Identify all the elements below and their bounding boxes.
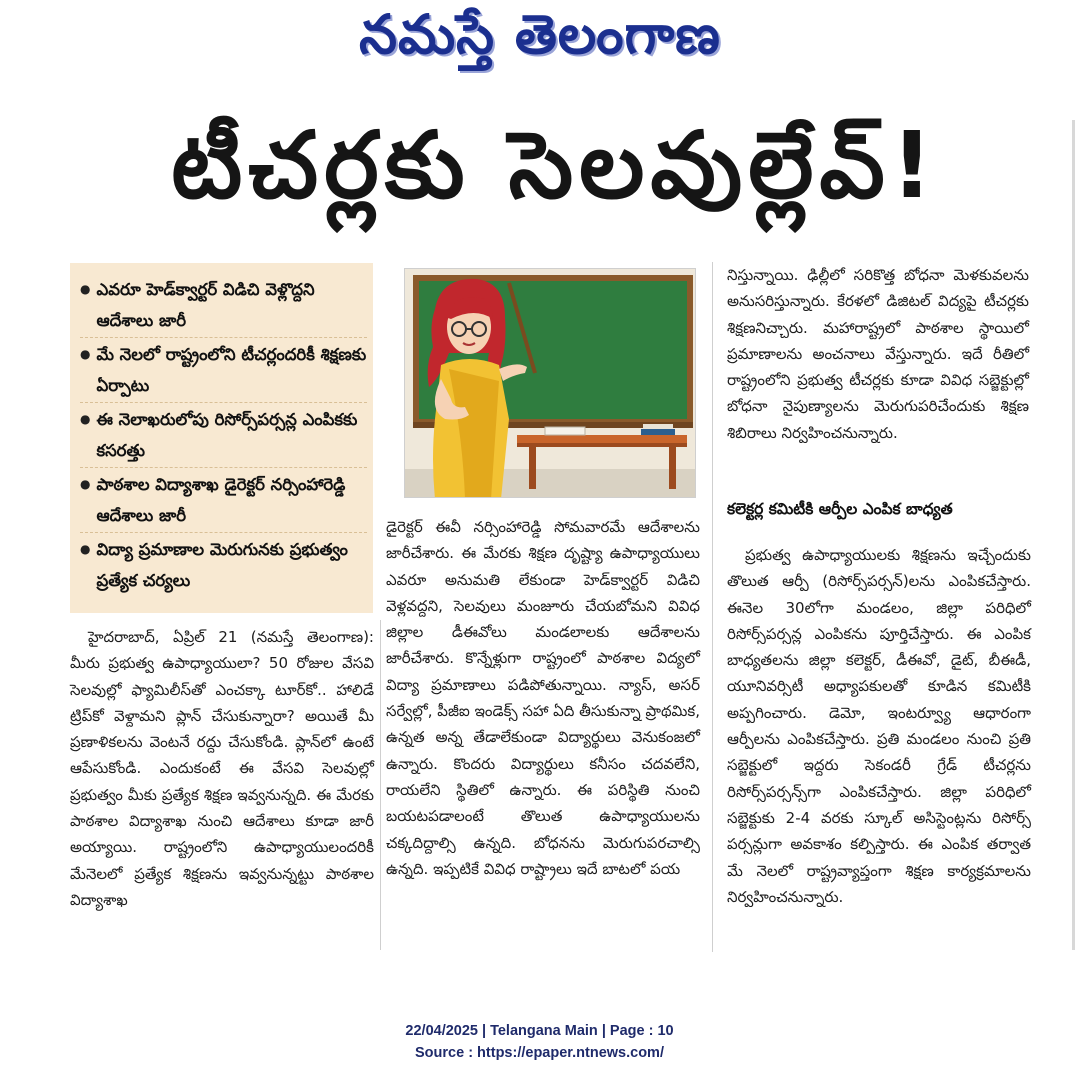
footer-date-edition-page: 22/04/2025 | Telangana Main | Page : 10 [405, 1023, 674, 1039]
highlight-text: మే నెలలో రాష్ట్రంలోని టీచర్లందరికీ శిక్షణకు ఏర్పాటు [96, 345, 367, 395]
article-column-middle: డైరెక్టర్‌ ఈవీ నర్సింహారెడ్డి సోమవారమే ఆదేశాలను జారీచేశారు. ఈ మేరకు శిక్షణ దృష్ట్యా ఉపాధ్యాయులు ఎవరూ అనుమతి లేకుండా హెడ్‌క్వార్టర్‌ విడిచి వెళ్లవద్దని, సెలవులు మంజూరు చేయబోమని వివిధ జిల్లాల డీఈవోలు మండలాలకు ఆదేశాలను జారీచేశారు. కొన్నేళ్లుగా రాష్ట్రంలో పాఠశాల విద్యలో విద్యా ప్రమాణాలు పడిపోతున్నాయి. న్యాస్‌, అసర్‌ సర్వేల్లో, పీజీఐ ఇండెక్స్‌ సహా ఏది తీసుకున్నా ప్రాథమిక, ఉన్నత అన్న తేడాలేకుండా విద్యార్థులు వెనుకంజలో ఉన్నారు. కొందరు విద్యార్థులు కనీసం చదవలేని, రాయలేని స్థితిలో ఉన్నారు. ఈ పరిస్థితి నుంచి బయటపడాలంటే తొలుత ఉపాధ్యాయులను చక్కదిద్దాల్సి ఉన్నది. బోధనను మెరుగుపరచాల్సి ఉన్నది. ఇప్పటికే వివిధ రాష్ట్రాలు ఇదే బాటలో పయ [386, 518, 700, 878]
bullet-icon: ● [80, 412, 91, 426]
bullet-icon: ● [80, 477, 91, 491]
highlight-text: ఈ నెలాఖరులోపు రిసోర్స్‌పర్సన్ల ఎంపికకు కసరత్తు [96, 410, 358, 460]
article-column-right-top: నిస్తున్నాయి. ఢిల్లీలో సరికొత్త బోధనా మెళకువలను అనుసరిస్తున్నారు. కేరళలో డిజిటల్‌ విద్యపై టీచర్లకు శిక్షణనిచ్చారు. మహారాష్ట్రలో పాఠశాల స్థాయిలో ప్రమాణాలను అంచనాలు వేస్తున్నారు. ఇదే రీతిలో రాష్ట్రంలోని ప్రభుత్వ టీచర్లకు కూడా వివిధ సబ్జెక్టుల్లో బోధనా నైపుణ్యాలను మెరుగుపరిచేందుకు శిక్షణ శిబిరాలు నిర్వహించనున్నారు. [727, 266, 1029, 442]
masthead-logo: నమస్తే తెలంగాణ [359, 2, 721, 66]
column-divider [380, 620, 381, 950]
highlights-box [70, 263, 373, 613]
article-column-right-bottom: ప్రభుత్వ ఉపాధ్యాయులకు శిక్షణను ఇచ్చేందుకు తొలుత ఆర్పీ (రిసోర్స్‌పర్సన్‌)లను ఎంపికచేస్తారు. ఈనెల 30లోగా మండలం, జిల్లా పరిధిలో రిసోర్స్‌పర్సన్ల ఎంపికను పూర్తిచేస్తారు. ఈ ఎంపిక బాధ్యతలను జిల్లా కలెక్టర్‌, డీఈవో, డైట్‌, బీఈడీ, యూనివర్సిటీ అధ్యాపకులతో కూడిన కమిటీకి అప్పగించారు. డెమో, ఇంటర్వ్యూ ఆధారంగా ఆర్పీలను ఎంపికచేస్తారు. ప్రతి మండలం నుంచి ప్రతి సబ్జెక్టులో ఇద్దరు సెకండరీ గ్రేడ్‌ టీచర్లను రిసోర్స్‌పర్సన్స్‌గా ఎంపికచేస్తారు. జిల్లా పరిధిలో సబ్జెక్టుకు 2-4 వరకు స్కూల్‌ అసిస్టెంట్లను రిసోర్స్‌ పర్సన్లుగా అవకాశం కల్పిస్తారు. ఈ ఎంపిక తర్వాత మే నెలలో రాష్ట్రవ్యాప్తంగా శిక్షణ కార్యక్రమాలను నిర్వహించనున్నారు. [727, 546, 1031, 906]
highlight-item [80, 338, 367, 403]
bullet-icon: ● [80, 542, 91, 556]
article-subheading: కలెక్టర్ల కమిటీకి ఆర్పీల ఎంపిక బాధ్యత [727, 500, 953, 518]
teacher-at-chalkboard-illustration [404, 268, 696, 498]
footer-source: Source : https://epaper.ntnews.com/ [415, 1045, 664, 1061]
teacher-illustration-icon [405, 269, 696, 498]
column-divider [712, 262, 713, 952]
footer [0, 1020, 1079, 1064]
headline: టీచర్లకు సెలవుల్లేవ్‌! [171, 112, 939, 219]
highlight-text: విద్యా ప్రమాణాల మెరుగునకు ప్రభుత్వం ప్రత్యేక చర్యలు [96, 540, 348, 590]
highlight-item [80, 403, 367, 468]
page-edge-rule [1072, 120, 1075, 950]
article-column-left: హైదరాబాద్‌, ఏప్రిల్‌ 21 (నమస్తే తెలంగాణ): మీరు ప్రభుత్వ ఉపాధ్యాయులా? 50 రోజుల వేసవి సెలవుల్లో ఫ్యామిలీస్‌తో ఎంచక్కా టూర్‌కో.. హాలిడే ట్రిప్‌కో వెళ్దామని ప్లాన్‌ చేసుకున్నారా? అయితే మీ ప్రణాళికలను వెంటనే రద్దు చేసుకోండి. ప్లాన్‌లో ఉంటే ఆపేసుకోండి. ఎందుకంటే ఈ వేసవి సెలవుల్లో ప్రభుత్వం మీకు ప్రత్యేక శిక్షణ ఇవ్వనున్నది. ఈ మేరకు పాఠశాల విద్యాశాఖ నుంచి ఆదేశాలు కూడా జారీ అయ్యాయి. రాష్ట్రంలోని ఉపాధ్యాయులందరికీ మేనెలలో ప్రత్యేక శిక్షణను ఇవ్వనున్నట్టు పాఠశాల విద్యాశాఖ [70, 628, 374, 909]
highlight-item [80, 273, 367, 338]
highlight-item [80, 533, 367, 597]
highlight-text: ఎవరూ హెడ్‌క్వార్టర్‌ విడిచి వెళ్లొద్దని ఆదేశాలు జారీ [96, 280, 315, 330]
bullet-icon: ● [80, 347, 91, 361]
highlight-text: పాఠశాల విద్యాశాఖ డైరెక్టర్‌ నర్సింహారెడ్డి ఆదేశాలు జారీ [96, 475, 346, 525]
bullet-icon: ● [80, 282, 91, 296]
highlight-item [80, 468, 367, 533]
